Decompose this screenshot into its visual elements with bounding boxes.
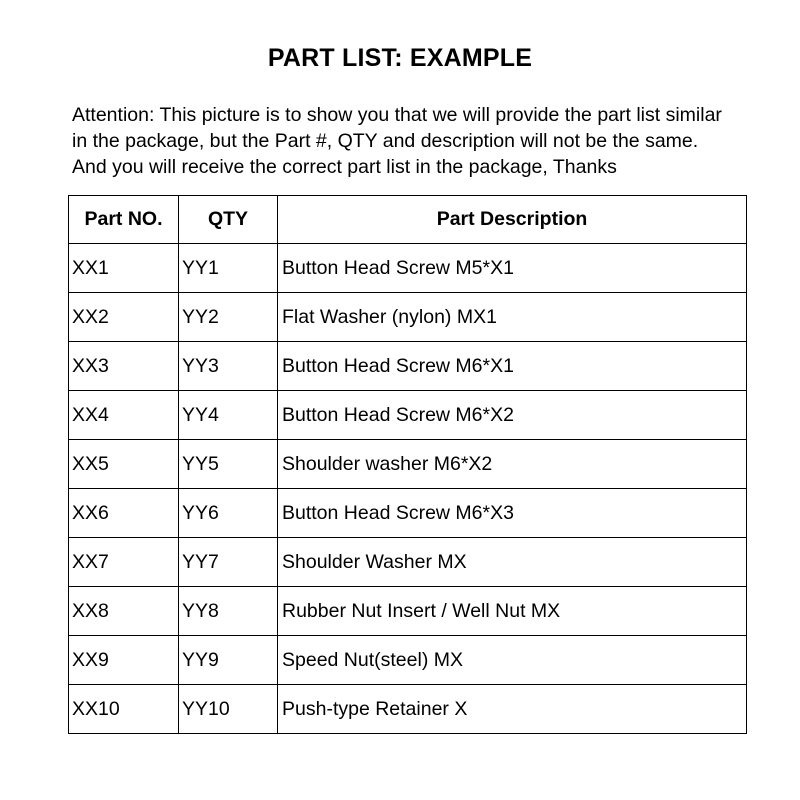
table-row bbox=[69, 342, 747, 391]
notice-line: in the package, but the Part #, QTY and description will not be the same. bbox=[72, 130, 699, 152]
header-part-no: Part NO. bbox=[69, 196, 179, 244]
part-no-cell: XX10 bbox=[69, 685, 179, 734]
table-row bbox=[69, 636, 747, 685]
table-header-row bbox=[69, 196, 747, 244]
qty-cell: YY10 bbox=[179, 685, 278, 734]
part-no-cell: XX5 bbox=[69, 440, 179, 489]
notice-line: And you will receive the correct part list in the package, Thanks bbox=[72, 156, 617, 178]
qty-cell: YY4 bbox=[179, 391, 278, 440]
part-no-cell: XX9 bbox=[69, 636, 179, 685]
description-cell: Push-type Retainer X bbox=[278, 685, 747, 734]
table-row bbox=[69, 489, 747, 538]
part-no-cell: XX8 bbox=[69, 587, 179, 636]
part-no-cell: XX3 bbox=[69, 342, 179, 391]
description-cell: Button Head Screw M6*X2 bbox=[278, 391, 747, 440]
description-cell: Button Head Screw M6*X1 bbox=[278, 342, 747, 391]
description-cell: Button Head Screw M6*X3 bbox=[278, 489, 747, 538]
part-no-cell: XX2 bbox=[69, 293, 179, 342]
part-no-cell: XX1 bbox=[69, 244, 179, 293]
attention-notice bbox=[72, 102, 772, 180]
qty-cell: YY8 bbox=[179, 587, 278, 636]
qty-cell: YY5 bbox=[179, 440, 278, 489]
table-row bbox=[69, 391, 747, 440]
table-row bbox=[69, 538, 747, 587]
description-cell: Shoulder Washer MX bbox=[278, 538, 747, 587]
description-cell: Button Head Screw M5*X1 bbox=[278, 244, 747, 293]
description-cell: Flat Washer (nylon) MX1 bbox=[278, 293, 747, 342]
table-row bbox=[69, 587, 747, 636]
table-row bbox=[69, 293, 747, 342]
description-cell: Rubber Nut Insert / Well Nut MX bbox=[278, 587, 747, 636]
table-row bbox=[69, 244, 747, 293]
part-no-cell: XX4 bbox=[69, 391, 179, 440]
header-qty: QTY bbox=[179, 196, 278, 244]
page-title: PART LIST: EXAMPLE bbox=[267, 44, 533, 72]
part-no-cell: XX7 bbox=[69, 538, 179, 587]
description-cell: Speed Nut(steel) MX bbox=[278, 636, 747, 685]
qty-cell: YY9 bbox=[179, 636, 278, 685]
description-cell: Shoulder washer M6*X2 bbox=[278, 440, 747, 489]
qty-cell: YY7 bbox=[179, 538, 278, 587]
qty-cell: YY6 bbox=[179, 489, 278, 538]
qty-cell: YY3 bbox=[179, 342, 278, 391]
part-no-cell: XX6 bbox=[69, 489, 179, 538]
qty-cell: YY2 bbox=[179, 293, 278, 342]
table-row bbox=[69, 685, 747, 734]
table-row bbox=[69, 440, 747, 489]
qty-cell: YY1 bbox=[179, 244, 278, 293]
notice-line: Attention: This picture is to show you that we will provide the part list similar bbox=[72, 104, 722, 126]
header-part-description: Part Description bbox=[278, 196, 747, 244]
part-list-table bbox=[68, 195, 747, 734]
